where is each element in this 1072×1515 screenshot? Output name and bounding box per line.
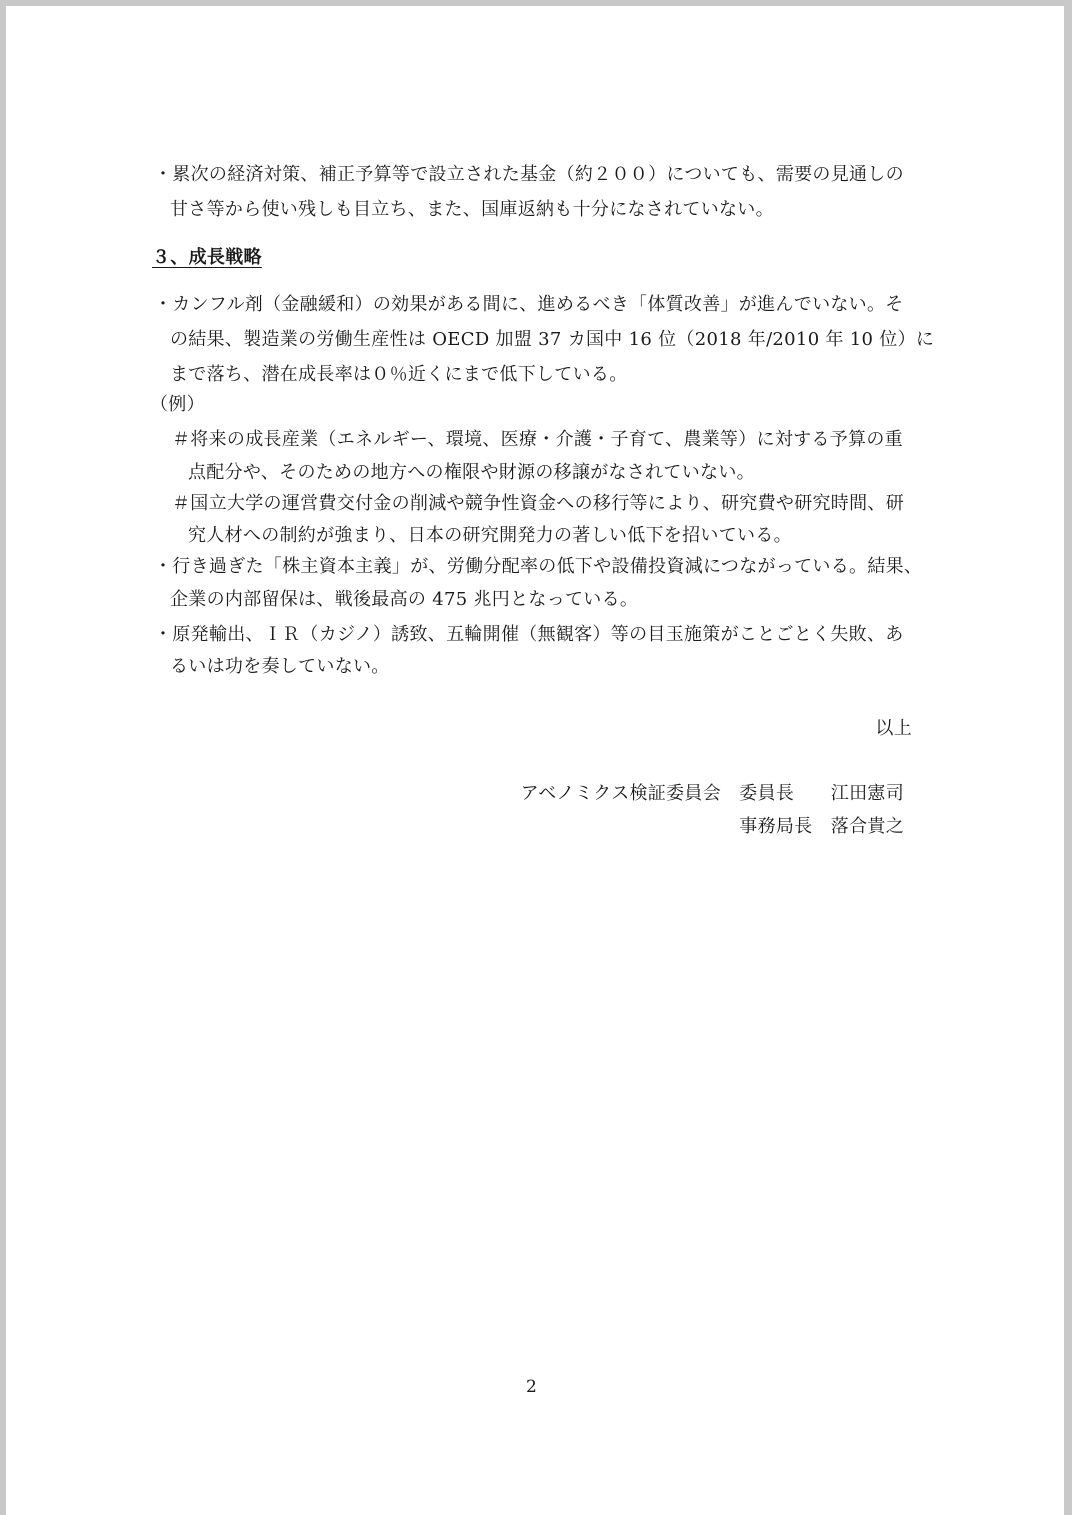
- example-line: 究人材への制約が強まり、日本の研究開発力の著しい低下を招いている。: [188, 525, 792, 546]
- paragraph-line: ・カンフル剤（金融緩和）の効果がある間に、進めるべき「体質改善」が進んでいない。そ: [154, 294, 904, 315]
- closing-text: 以上: [875, 718, 912, 739]
- example-line: 点配分や、そのための地方への権限や財源の移譲がなされていない。: [188, 462, 755, 483]
- signature-line: 事務局長 落合貴之: [739, 816, 904, 837]
- page-number: 2: [526, 1377, 537, 1397]
- paragraph-line: るいは功を奏していない。: [170, 656, 390, 677]
- document-page: [6, 6, 1064, 1515]
- example-label: （例）: [150, 394, 205, 415]
- example-line: ＃将来の成長産業（エネルギー、環境、医療・介護・子育て、農業等）に対する予算の重: [172, 429, 903, 450]
- section-heading: ３、成長戦略: [152, 247, 262, 268]
- paragraph-line: ・行き過ぎた「株主資本主義」が、労働分配率の低下や設備投資減につながっている。結果、: [154, 556, 923, 577]
- paragraph-line: の結果、製造業の労働生産性は OECD 加盟 37 カ国中 16 位（2018 年/2010 年 10 位）に: [170, 329, 935, 350]
- paragraph-line: ・累次の経済対策、補正予算等で設立された基金（約２００）についても、需要の見通しの: [154, 164, 904, 185]
- example-line: ＃国立大学の運営費交付金の削減や競争性資金への移行等により、研究費や研究時間、研: [172, 493, 904, 514]
- paragraph-line: 企業の内部留保は、戦後最高の 475 兆円となっている。: [170, 589, 639, 610]
- paragraph-line: まで落ち、潜在成長率は０％近くにまで低下している。: [170, 364, 628, 385]
- signature-line: アベノミクス検証委員会 委員長 江田憲司: [520, 783, 904, 804]
- paragraph-line: ・原発輸出、ＩＲ（カジノ）誘致、五輪開催（無観客）等の目玉施策がことごとく失敗、あ: [154, 624, 904, 645]
- paragraph-line: 甘さ等から使い残しも目立ち、また、国庫返納も十分になされていない。: [170, 199, 774, 220]
